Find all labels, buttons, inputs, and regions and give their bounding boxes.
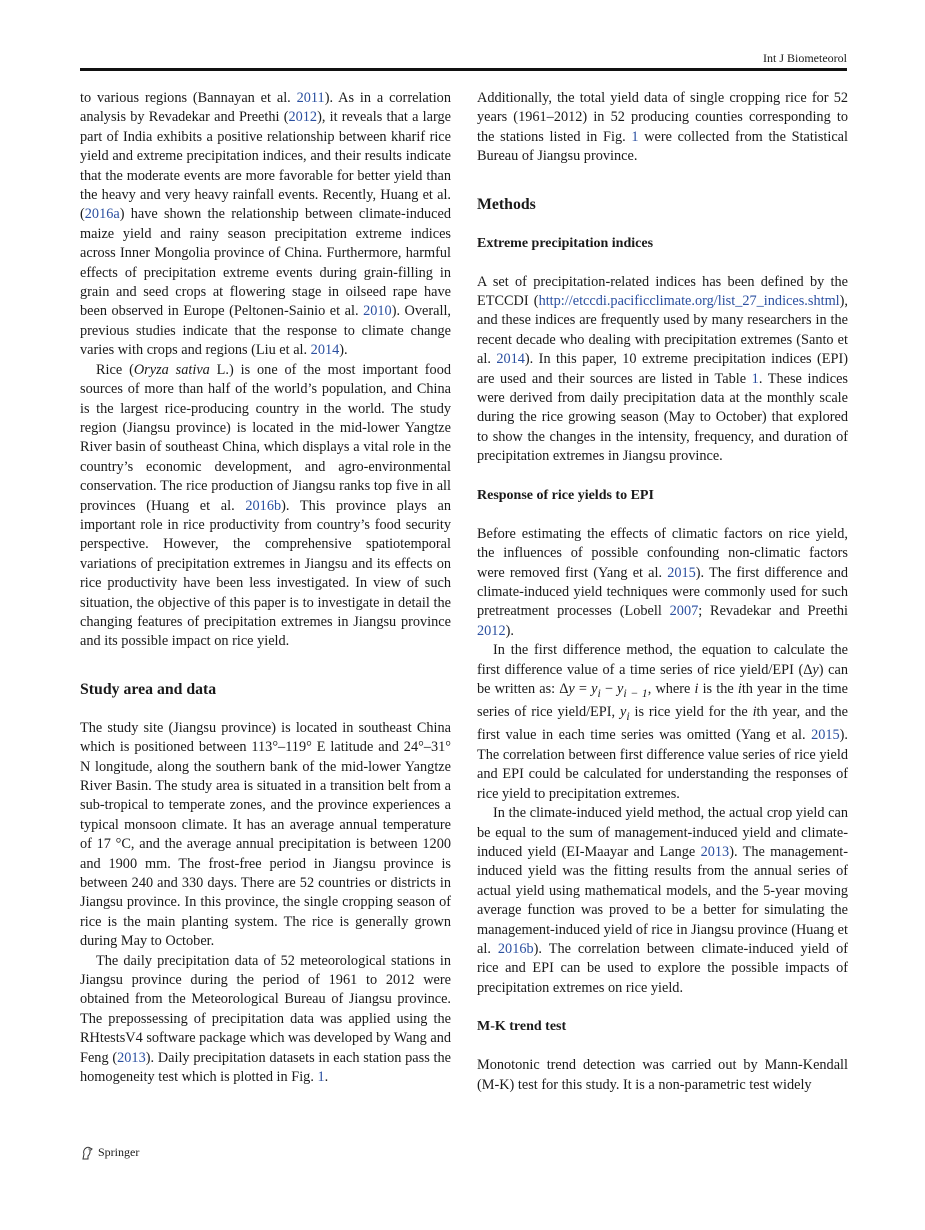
paragraph: Rice (Oryza sativa L.) is one of the most important food sources of more than half of the world’s population, and China is the largest rice-producing country in the world. The study region (Jiangsu province) is located in the mid-lower Yangtze River basin of southeast China, which displays a vital role in the country’s economic development, and agro-environmental conservation. The rice production of Jiangsu ranks top five in all provinces (Huang et al. 2016b). This province plays an important role in rice productivity from country’s food security perspective. However, the comprehensive spatiotemporal variations of precipitation extremes in Jiangsu and its effects on rice productivity have been less investigated. In view of such situation, the objective of this paper is to investigate in detail the changing features of precipitation extremes in Jiangsu province and its possible impact on rice yield. [80,361,452,650]
citation-link[interactable]: 2011 [296,90,325,106]
citation-link[interactable]: 2010 [363,303,392,320]
table-link[interactable]: 1 [751,370,759,387]
paragraph: The daily precipitation data of 52 meteorological stations in Jiangsu province during the period of 1961 to 2012 were obtained from the Meteorological Bureau of Jiangsu province. The prepossessing of precipitation data was applied using the RHtestsV4 software package which was developed by Wang and Feng (2013). Daily precipitation datasets in each station pass the homogeneity test which is plotted in Fig. 1. [80,952,451,1086]
paragraph: The study site (Jiangsu province) is located in southeast China which is positioned between 113°–119° E latitude and 24°–31° N longitude, along the southern bank of the mid-lower Yangtze River Basin. The study area is situated in a transition belt from a sub-tropical to temperate zones, and the province experiences a typical monsoon climate. It has an average annual temperature of 17 °C, and the average annual precipitation is between 1200 and 1900 mm. The frost-free period in Jiangsu province is between 240 and 330 days. There are 52 countries or districts in Jiangsu province. In this province, the single cropping season of rice is the main planting system. The rice is generally grown during May to October. [80,719,451,950]
citation-link[interactable]: 2015 [667,564,696,581]
subsection-heading: Response of rice yields to EPI [477,487,654,503]
subsection-heading: M-K trend test [477,1019,567,1035]
header-rule [80,68,847,71]
subsection-heading: Extreme precipitation indices [477,235,654,251]
publisher-name: Springer [98,1145,140,1159]
footer-publisher [80,1145,139,1160]
url-link[interactable]: http://etccdi.pacificclimate.org/list_27_indices.shtml [538,293,840,310]
citation-link[interactable]: 2012 [477,622,506,639]
citation-link[interactable]: 2014 [310,342,340,359]
paragraph: In the first difference method, the equation to calculate the first difference value of a time series of rice yield/EPI (Δy) can be written as: $\Delta y = y_i - y_{i - 1}$, where i is the ith year in the time series of rice yield/EPI, $y_i$ is rice yield for the ith year, and the first value in each time series was omitted (Yang et al. 2015). The correlation between first difference value series of rice yield and EPI could be calculated for understanding the responses of rice yield to precipitation extremes. [477,642,848,802]
figure-link[interactable]: 1 [631,128,639,145]
citation-link[interactable]: 2007 [669,603,699,620]
citation-link[interactable]: 2016b [245,497,282,514]
paragraph: A set of precipitation-related indices has been defined by the ETCCDI (http://etccdi.pacificclimate.org/list_27_indices.shtml), and these indices are frequently used by many researchers in the recent decade who dealing with precipitation extremes (Santo et al. 2014). In this paper, 10 extreme precipitation indices (EPI) are used and their sources are listed in Table 1. These indices were derived from daily precipitation data at the monthly scale during the rice growing season (May to October) that explored to show the changes in the intensity, frequency, and duration of precipitation extremes in Jiangsu province. [477,273,848,465]
paragraph: to various regions (Bannayan et al. 2011). As in a correlation analysis by Revadekar and Preethi (2012), it reveals that a large part of India exhibits a positive relationship between kharif rice yield and extreme precipitation indices, and their results indicate that the moderate events are more favorable for better yield than the heavy and very heavy rainfall events. Recently, Huang et al. (2016a) have shown the relationship between climate-induced maize yield and rainy season precipitation extreme indices across Inner Mongolia province of China. Furthermore, harmful effects of precipitation extreme events during grain-filling in grain and seed crops at flowering stage in oilseed rape have been observed in Europe (Peltonen-Sainio et al. 2010). Overall, previous studies indicate that the response to climate change varies with crops and regions (Liu et al. 2014). [80,90,452,359]
paragraph: Before estimating the effects of climatic factors on rice yield, the influences of possible confounding non-climatic factors were removed first (Yang et al. 2015). The first difference and climate-induced yield techniques were commonly used for such pretreatment processes (Lobell 2007; Revadekar and Preethi 2012). [477,525,848,639]
right-column [477,89,848,1095]
citation-link[interactable]: 2015 [811,727,840,744]
paragraph: In the climate-induced yield method, the actual crop yield can be equal to the sum of management-induced yield and climate-induced yield (EI-Maayar and Lange 2013). The management-induced yield was the fitting results from the annual series of actual yield using mathematical models, and the 5-year moving average function was proved to be a better for simulating the management-induced yield of rice in Jiangsu province (Huang et al. 2016b). The correlation between climate-induced yield of rice and EPI can be used to explore the possible impacts of precipitation extremes on rice yield. [477,805,849,996]
paragraph: Additionally, the total yield data of single cropping rice for 52 years (1961–2012) in 52 producing counties corresponding to the stations listed in Fig. 1 were collected from the Statistical Bureau of Jiangsu province. [477,90,848,165]
citation-link[interactable]: 2016a [84,206,120,223]
citation-link[interactable]: 2016b [497,940,534,957]
citation-link[interactable]: 2013 [700,843,730,860]
figure-link[interactable]: 1 [317,1069,325,1086]
left-column [80,89,451,1088]
citation-link[interactable]: 2012 [288,109,318,126]
citation-link[interactable]: 2014 [496,351,525,368]
springer-horse-icon [80,1146,94,1160]
citation-link[interactable]: 2013 [117,1049,146,1066]
section-heading: Methods [477,195,536,213]
paragraph: Monotonic trend detection was carried out by Mann-Kendall (M-K) test for this study. It is a non-parametric test widely [477,1057,848,1093]
journal-name: Int J Biometeorol [763,51,847,65]
section-heading: Study area and data [80,680,217,698]
